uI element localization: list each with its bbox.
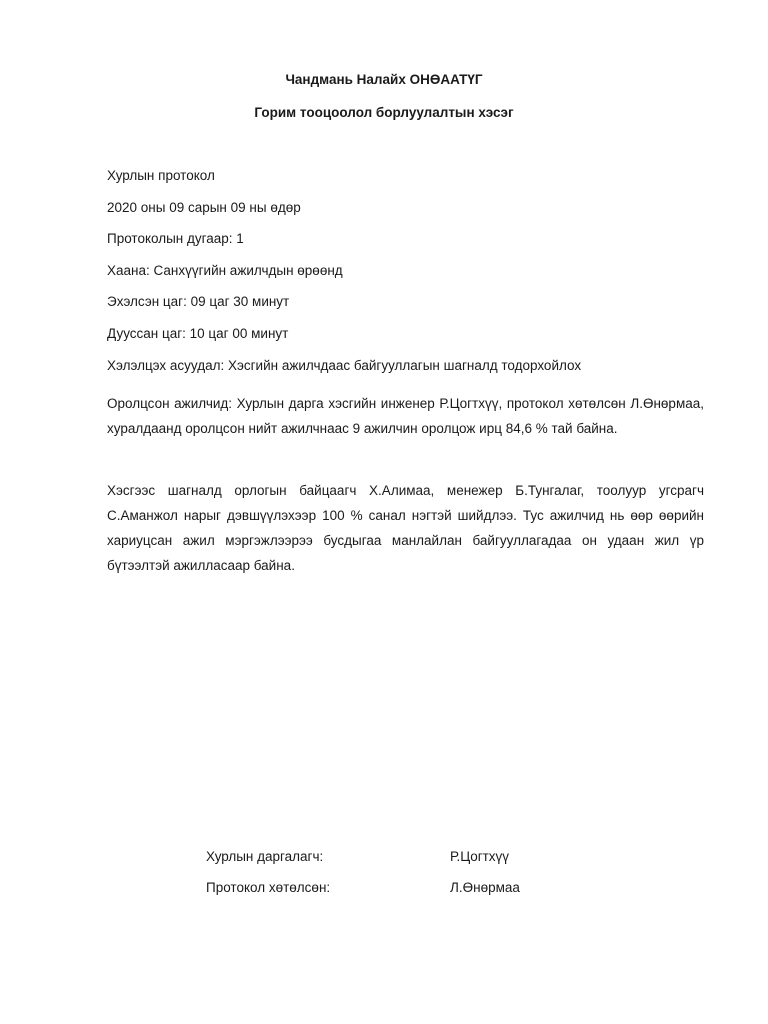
chair-label: Хурлын даргалагч: <box>206 849 324 864</box>
participants-paragraph: Оролцсон ажилчид: Хурлын дарга хэсгийн инженер Р.Цогтхүү, протокол хөтөлсөн Л.Өнөрмаа, хуралдаанд оролцсон нийт ажилчнаас 9 ажилчин оролцож ирц 84,6 % тай байна. <box>107 396 704 436</box>
end-time: Дууссан цаг: 10 цаг 00 минут <box>107 326 289 341</box>
chair-name: Р.Цогтхүү <box>450 849 510 864</box>
meeting-location: Хаана: Санхүүгийн ажилчдын өрөөнд <box>107 263 343 278</box>
decision-paragraph: Хэсгээс шагналд орлогын байцаагч Х.Алимаа, менежер Б.Тунгалаг, тоолуур угсрагч С.Аманжол нарыг дэвшүүлэхээр 100 % санал нэгтэй шийдлээ. Тус ажилчид нь өөр өөрийн хариуцсан ажил мэргэжлээрээ бусдыгаа манлайлан байгууллагадаа он удаан жил үр бүтээлтэй ажилласаар байна. <box>107 483 704 573</box>
secretary-label: Протокол хөтөлсөн: <box>206 880 331 895</box>
protocol-number: Протоколын дугаар: 1 <box>107 231 244 246</box>
document-type: Хурлын протокол <box>107 168 215 183</box>
department-title: Горим тооцоолол борлуулалтын хэсэг <box>254 105 514 120</box>
company-title: Чандмань Налайх ОНӨААТҮГ <box>285 72 483 87</box>
secretary-name: Л.Өнөрмаа <box>450 880 520 895</box>
meeting-agenda: Хэлэлцэх асуудал: Хэсгийн ажилчдаас байгууллагын шагналд тодорхойлох <box>107 358 582 373</box>
meeting-date: 2020 оны 09 сарын 09 ны өдөр <box>107 200 301 215</box>
start-time: Эхэлсэн цаг: 09 цаг 30 минут <box>107 294 290 309</box>
